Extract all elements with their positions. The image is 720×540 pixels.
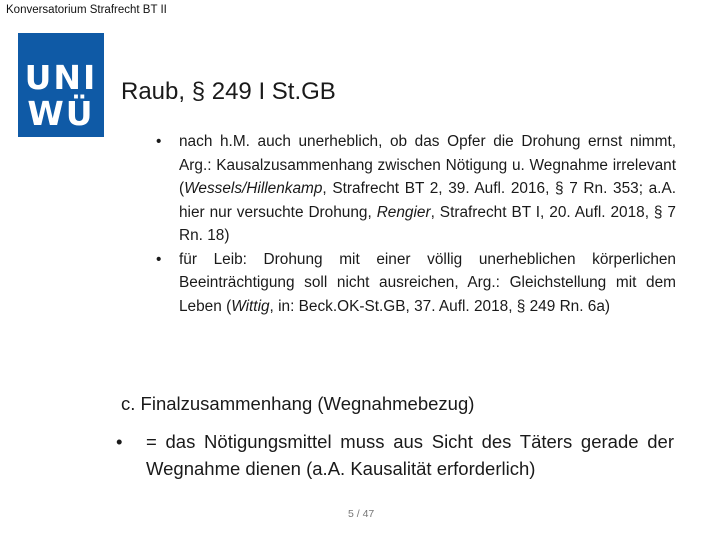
slide-title: Raub, § 249 I St.GB bbox=[121, 78, 336, 105]
bullet-icon: • bbox=[156, 250, 162, 268]
main-bullet-item bbox=[116, 428, 674, 482]
bullet-text: nach h.M. auch unerheblich, ob das Opfer die Drohung ernst nimmt, Arg.: Kausalzusammenhang zwischen Nötigung u. Wegnahme irrelevant ( bbox=[179, 133, 676, 197]
bullet-text: , Strafrecht BT I, 20. Aufl. 2018, § 7 Rn. 18) bbox=[179, 203, 676, 244]
citation-author: Wessels/Hillenkamp bbox=[184, 180, 323, 197]
university-logo bbox=[18, 33, 104, 137]
section-heading: c. Finalzusammenhang (Wegnahmebezug) bbox=[121, 393, 475, 414]
sub-bullet-list bbox=[156, 130, 676, 318]
bullet-text: , in: Beck.OK-St.GB, 37. Aufl. 2018, § 249 Rn. 6a) bbox=[269, 297, 611, 315]
bullet-text: = das Nötigungsmittel muss aus Sicht des Täters gerade der Wegnahme dienen (a.A. Kausalität erforderlich) bbox=[146, 431, 674, 479]
bullet-icon: • bbox=[116, 431, 123, 452]
bullet-text: , Strafrecht BT 2, 39. Aufl. 2016, § 7 Rn. 353; a.A. hier nur versuchte Drohung, bbox=[179, 180, 676, 221]
citation-author: Rengier bbox=[376, 203, 431, 221]
sub-bullet-item bbox=[156, 130, 676, 248]
bullet-icon: • bbox=[156, 133, 162, 150]
citation-author: Wittig bbox=[231, 297, 270, 315]
sub-bullet-item bbox=[156, 248, 676, 319]
course-title: Konversatorium Strafrecht BT II bbox=[6, 4, 167, 16]
logo-text-line-2: WÜ bbox=[27, 94, 95, 133]
main-bullet-list bbox=[116, 428, 674, 482]
logo-text-line-1: UNI bbox=[24, 58, 98, 97]
page-number: 5 / 47 bbox=[348, 508, 375, 520]
bullet-text: für Leib: Drohung mit einer völlig unerheblichen körperlichen Beeinträchtigung soll nicht ausreichen, Arg.: Gleichstellung mit dem Leben ( bbox=[179, 250, 676, 315]
